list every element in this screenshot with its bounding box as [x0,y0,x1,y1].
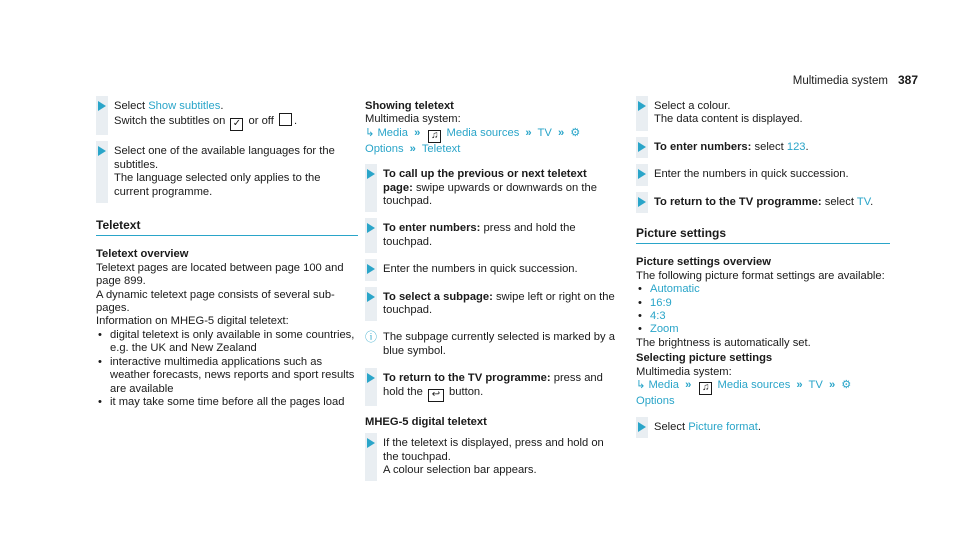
page-header [793,74,918,88]
step-prev-next-page: To call up the previous or next teletext page: swipe upwards or downwards on the touchpad. [365,168,617,208]
step-quick-succession: Enter the numbers in quick succession. [365,263,617,276]
info-note: ⓘ The subpage currently selected is marked by a blue symbol. [365,330,615,357]
media-sources-icon: ♫ [428,130,441,143]
double-arrow-icon: » [685,379,692,392]
back-button-icon: ↩ [428,389,444,402]
path-media-sources[interactable]: Media sources [717,379,791,392]
link-tv[interactable]: TV [856,195,871,208]
checkbox-checked-icon: ✓ [230,118,243,131]
double-arrow-icon: » [414,126,421,139]
step-enter-numbers: To enter numbers: press and hold the touchpad. [365,222,617,249]
checkbox-empty-icon [279,113,292,126]
list-item: • 4:3 [650,310,890,323]
arrow-icon [638,142,646,152]
path-options[interactable]: Options [365,142,404,155]
list-item: • 16:9 [650,297,890,310]
step-show-subtitles: Select Show subtitles. Switch the subtitles on ✓ or off . [96,100,358,131]
list-item: • Zoom [650,323,890,336]
step-return-tv: To return to the TV programme: press and hold the ↩ button. [365,372,617,401]
section-title-teletext: Teletext [96,219,358,236]
mheg-info-list [96,329,358,409]
subheading-picture-overview: Picture settings overview [636,256,771,269]
path-options[interactable]: Options [636,395,675,408]
link-123[interactable]: 123 [786,140,806,153]
arrow-icon [367,264,375,274]
list-item: • interactive multimedia applications such as weather forecasts, news reports and sport results are available [110,356,358,396]
list-item: • Automatic [650,283,890,296]
path-media[interactable]: Media [377,126,408,139]
step-quick-succession-2: Enter the numbers in quick succession. [636,168,890,181]
arrow-icon [367,373,375,383]
return-arrow-icon: ↳ [365,126,375,139]
column-3: Select a colour. The data content is displayed. To enter numbers: select 123. Enter the numbers in quick succession. To return to the TV programme: select TV. Picture settings Picture settings overview The following picture format settings are available: • Automatic • 16:9 • 4:3 • Zoom The brightness is automatically set. Selecting picture settings Multimedia system: ↳ Media » ♫ Media sources » TV » ⚙ Options Select Picture format. [636,100,890,448]
heading-mheg5: MHEG-5 digital teletext [365,415,487,428]
path-media-sources[interactable]: Media sources [446,126,520,139]
step-enter-numbers-123: To enter numbers: select 123. [636,141,890,154]
double-arrow-icon: » [796,379,803,392]
gear-icon: ⚙ [841,379,852,392]
arrow-icon [638,169,646,179]
column-1: Select Show subtitles. Switch the subtitles on ✓ or off . Select one of the available languages for the subtitles. The language selected only applies to the current programme. Teletext Teletext overview Teletext pages are located between page 100 and page 899. A dynamic teletext page consists of several sub-pages. Information on MHEG-5 digital teletext: • digital teletext is only available in some countries, e.g. the UK and New Zealand • interactive multimedia applications such as weather forecasts, news reports and sport results are available • it may take some time before all the pages load [96,100,358,409]
heading-selecting-picture: Selecting picture settings [636,352,773,365]
picture-format-list [636,283,890,337]
double-arrow-icon: » [525,126,532,139]
path-tv[interactable]: TV [537,126,552,139]
section-title-picture-settings: Picture settings [636,227,890,244]
step-return-tv-2: To return to the TV programme: select TV. [636,196,890,209]
menu-path-picture [636,379,890,408]
path-teletext[interactable]: Teletext [421,142,461,155]
step-select-colour: Select a colour. The data content is displayed. [636,100,890,127]
return-arrow-icon: ↳ [636,379,646,392]
picture-format-link[interactable]: Picture format [688,420,758,433]
media-sources-icon: ♫ [699,382,712,395]
info-icon: ⓘ [365,330,378,345]
step-select-picture-format: Select Picture format. [636,421,890,434]
arrow-icon [367,438,375,448]
gear-icon: ⚙ [570,126,581,139]
menu-path [365,127,617,156]
arrow-icon [367,292,375,302]
arrow-icon [638,101,646,111]
arrow-icon [367,169,375,179]
arrow-icon [367,223,375,233]
arrow-icon [98,101,106,111]
header-title: Multimedia system [792,75,888,87]
arrow-icon [98,146,106,156]
arrow-icon [638,197,646,207]
double-arrow-icon: » [409,142,416,155]
path-tv[interactable]: TV [808,379,823,392]
step-select-language: Select one of the available languages for the subtitles. The language selected only applies to the current programme. [96,145,358,199]
list-item: • it may take some time before all the pages load [110,396,358,409]
double-arrow-icon: » [557,126,565,139]
path-media[interactable]: Media [648,379,679,392]
heading-showing-teletext: Showing teletext [365,100,454,112]
page-number: 387 [897,73,918,87]
step-select-subpage: To select a subpage: swipe left or right on the touchpad. [365,291,617,318]
show-subtitles-link[interactable]: Show subtitles [148,100,221,112]
column-2: Showing teletext Multimedia system: ↳ Media » ♫ Media sources » TV » ⚙ Options » Teletext To call up the previous or next teletext page: swipe upwards or downwards on the touchpad. To enter numbers: press and hold the touchpad. Enter the numbers in quick succession. To select a subpage: swipe left or right on the touchpad. ⓘ The subpage currently selected is marked by a blue symbol. To return to the TV programme: press and hold the ↩ button. MHEG-5 digital teletext If the teletext is displayed, press and hold on the touchpad. A colour selection bar appears. [365,100,617,491]
list-item: • digital teletext is only available in some countries, e.g. the UK and New Zealand [110,329,358,356]
double-arrow-icon: » [828,379,836,392]
subheading-teletext-overview: Teletext overview [96,248,189,261]
arrow-icon [638,422,646,432]
step-colour-bar: If the teletext is displayed, press and hold on the touchpad. A colour selection bar appears. [365,437,617,477]
